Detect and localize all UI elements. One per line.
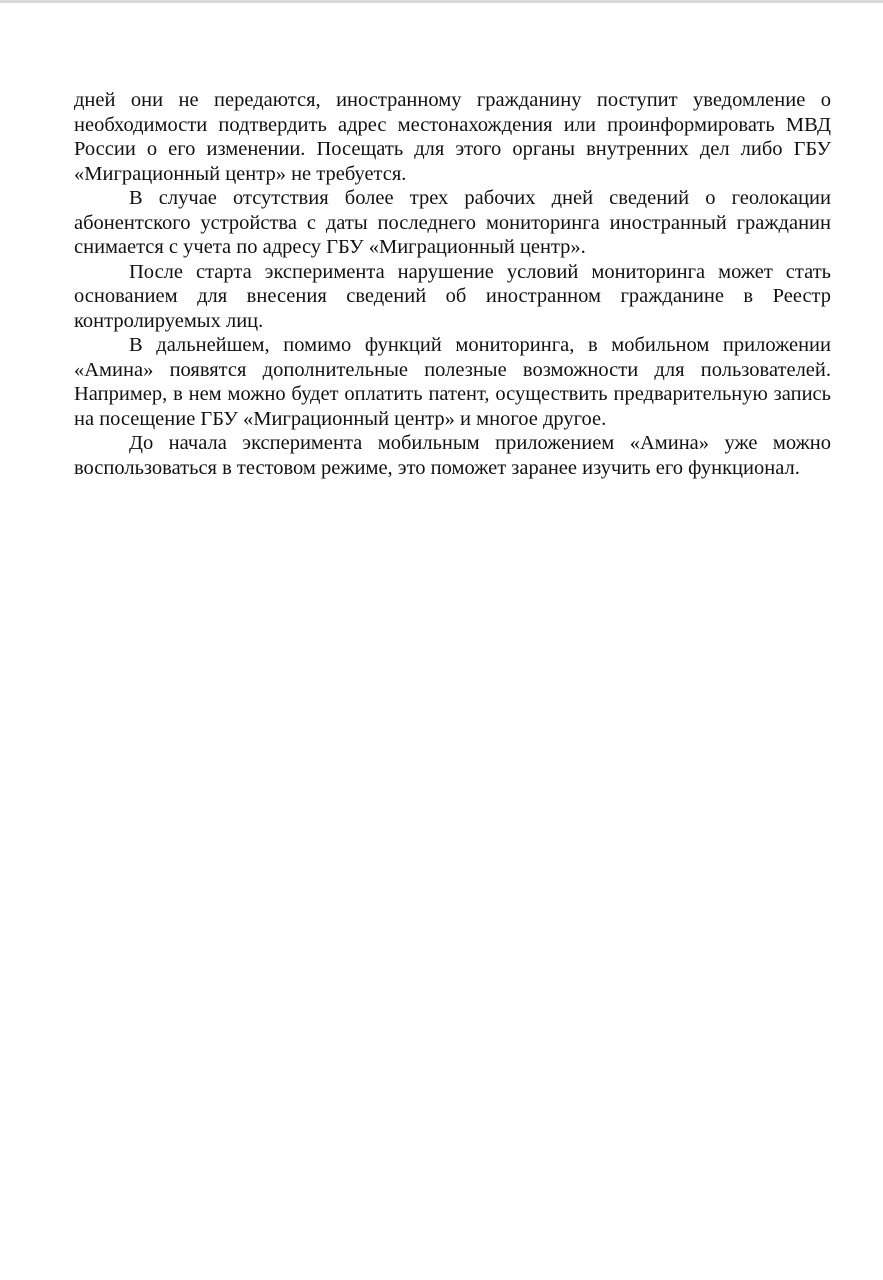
paragraph-app-features: В дальнейшем, помимо функций мониторинга, в мобильном приложении «Амина» появятся дополнительные полезные возможности для пользователей. Например, в нем можно будет оплатить патент, осуществить предварительную запись на посещение ГБУ «Миграционный центр» и многое другое. bbox=[74, 334, 831, 430]
paragraph-test-mode: До начала эксперимента мобильным приложением «Амина» уже можно воспользоваться в тестовом режиме, это поможет заранее изучить его функционал. bbox=[74, 432, 831, 479]
paragraph-deregistration: В случае отсутствия более трех рабочих дней сведений о геолокации абонентского устройства с даты последнего мониторинга иностранный гражданин снимается с учета по адресу ГБУ «Миграционный центр». bbox=[74, 187, 831, 258]
paragraph-continuation: дней они не передаются, иностранному гражданину поступит уведомление о необходимости подтвердить адрес местонахождения или проинформировать МВД России о его изменении. Посещать для этого органы внутренних дел либо ГБУ «Миграционный центр» не требуется. bbox=[74, 89, 831, 185]
document-body bbox=[74, 88, 831, 480]
paragraph-registry: После старта эксперимента нарушение условий мониторинга может стать основанием для внесения сведений об иностранном гражданине в Реестр контролируемых лиц. bbox=[74, 260, 831, 332]
page-top-edge bbox=[0, 0, 883, 3]
